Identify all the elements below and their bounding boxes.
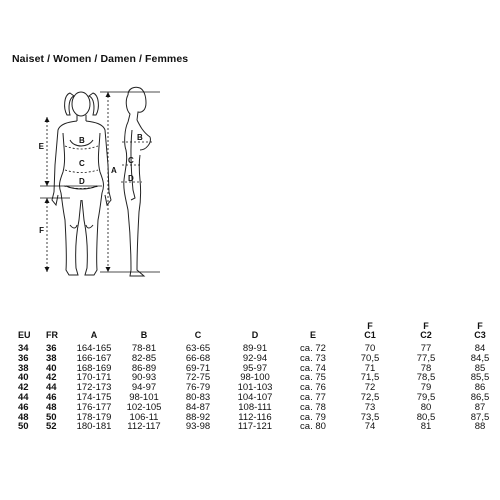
table-cell-e: ca. 76	[300, 382, 326, 394]
table-cell-a: 176-177	[76, 401, 112, 413]
table-cell-f1: 74	[364, 421, 376, 433]
label-c: C	[79, 159, 85, 168]
table-cell-f3: 86	[474, 382, 486, 394]
table-cell-d: 112-116	[238, 411, 272, 423]
table-cell-e: ca. 79	[300, 411, 326, 423]
table-cell-d: 117-121	[237, 421, 273, 433]
table-cell-e: ca. 74	[300, 362, 326, 374]
table-cell-c: 88-92	[185, 411, 211, 423]
table-cell-eu: 42	[18, 382, 29, 394]
table-cell-b: 90-93	[131, 372, 157, 384]
table-cell-f3: 86,5	[470, 392, 490, 403]
table-cell-f2: 80	[420, 401, 432, 413]
table-cell-e: ca. 75	[300, 372, 326, 384]
table-cell-f1: 73,5	[360, 411, 380, 423]
table-cell-eu: 40	[18, 372, 29, 384]
table-cell-f2: 77,5	[416, 352, 436, 364]
table-cell-f2: 81	[420, 421, 432, 433]
label-f: F	[39, 226, 44, 235]
col-header-e: E	[309, 330, 317, 340]
table-cell-a: 166-167	[76, 352, 112, 364]
table-cell-f3: 84	[474, 343, 486, 354]
table-cell-fr: 36	[46, 343, 57, 354]
table-cell-fr: 40	[46, 362, 57, 374]
table-cell-c: 63-65	[185, 343, 211, 354]
table-cell-a: 170-171	[76, 372, 112, 384]
table-cell-c: 93-98	[185, 421, 211, 433]
table-cell-b: 94-97	[131, 382, 157, 394]
table-cell-f3: 87,5	[470, 411, 490, 423]
table-cell-d: 92-94	[242, 352, 268, 364]
table-cell-eu: 36	[18, 352, 29, 364]
table-cell-f2: 78,5	[416, 372, 436, 384]
table-cell-f1: 71	[364, 362, 376, 374]
table-cell-fr: 38	[46, 352, 57, 364]
table-cell-f2: 80,5	[416, 411, 436, 423]
table-cell-eu: 44	[18, 392, 29, 403]
table-cell-eu: 50	[18, 421, 29, 433]
table-cell-a: 172-173	[76, 382, 112, 394]
table-cell-e: ca. 72	[300, 343, 326, 354]
table-cell-f1: 73	[364, 401, 376, 413]
table-cell-fr: 48	[46, 401, 57, 413]
table-cell-e: ca. 80	[300, 421, 326, 433]
table-cell-eu: 46	[18, 401, 29, 413]
table-cell-d: 89-91	[242, 343, 268, 354]
label-d: D	[79, 177, 85, 186]
table-cell-a: 180-181	[76, 421, 112, 433]
col-header-f3: F C3	[474, 321, 486, 340]
table-cell-e: ca. 77	[300, 392, 326, 403]
col-header-d: D	[251, 330, 259, 340]
table-cell-f2: 79	[420, 382, 432, 394]
table-cell-e: ca. 73	[300, 352, 326, 364]
table-cell-fr: 52	[46, 421, 57, 433]
table-cell-c: 80-83	[185, 392, 211, 403]
table-cell-d: 98-100	[240, 372, 270, 384]
table-cell-b: 102-105	[126, 401, 162, 413]
table-cell-b: 112-117	[127, 421, 161, 433]
table-cell-a: 164-165	[76, 343, 112, 354]
table-cell-d: 95-97	[242, 362, 268, 374]
col-header-c: C	[194, 330, 202, 340]
table-cell-b: 106-11	[129, 411, 159, 423]
table-cell-f1: 72	[364, 382, 376, 394]
table-cell-f2: 77	[420, 343, 432, 354]
col-header-fr: FR	[46, 330, 58, 340]
label-e: E	[38, 142, 44, 151]
table-cell-e: ca. 78	[300, 401, 326, 413]
label-a: A	[111, 166, 117, 175]
table-cell-c: 84-87	[185, 401, 211, 413]
table-cell-fr: 44	[46, 382, 57, 394]
col-header-b: B	[140, 330, 148, 340]
col-header-f2: F C2	[420, 321, 432, 340]
col-header-a: A	[90, 330, 98, 340]
table-cell-eu: 48	[18, 411, 29, 423]
table-cell-c: 72-75	[185, 372, 211, 384]
side-label-c: C	[128, 156, 134, 165]
table-cell-f3: 87	[474, 401, 486, 413]
table-cell-f1: 71,5	[360, 372, 380, 384]
table-cell-fr: 50	[46, 411, 57, 423]
table-cell-fr: 46	[46, 392, 57, 403]
table-cell-b: 98-101	[129, 392, 159, 403]
table-cell-f3: 84,5	[470, 352, 490, 364]
table-cell-d: 108-111	[238, 401, 272, 413]
label-b: B	[79, 136, 85, 145]
table-cell-a: 178-179	[76, 411, 112, 423]
table-cell-f2: 79,5	[416, 392, 436, 403]
table-cell-c: 66-68	[185, 352, 211, 364]
table-cell-f1: 70	[364, 343, 376, 354]
side-label-d: D	[128, 174, 134, 183]
table-cell-a: 174-175	[76, 392, 112, 403]
table-cell-f3: 85	[474, 362, 486, 374]
table-cell-f1: 70,5	[360, 352, 380, 364]
side-label-b: B	[137, 133, 143, 142]
col-header-f1: F C1	[364, 321, 376, 340]
table-cell-b: 82-85	[131, 352, 157, 364]
table-cell-a: 168-169	[76, 362, 112, 374]
table-cell-d: 101-103	[237, 382, 273, 394]
table-cell-b: 86-89	[131, 362, 157, 374]
col-header-eu: EU	[18, 330, 31, 340]
table-cell-f3: 88	[474, 421, 486, 433]
table-cell-eu: 34	[18, 343, 29, 354]
table-cell-eu: 38	[18, 362, 29, 374]
table-cell-f2: 78	[420, 362, 432, 374]
table-cell-fr: 42	[46, 372, 57, 384]
table-cell-c: 76-79	[185, 382, 211, 394]
table-cell-f1: 72,5	[360, 392, 380, 403]
page-title: Naiset / Women / Damen / Femmes	[12, 53, 189, 65]
table-cell-b: 78-81	[131, 343, 157, 354]
table-cell-f3: 85,5	[470, 372, 490, 384]
table-cell-d: 104-107	[237, 392, 273, 403]
table-cell-c: 69-71	[185, 362, 211, 374]
